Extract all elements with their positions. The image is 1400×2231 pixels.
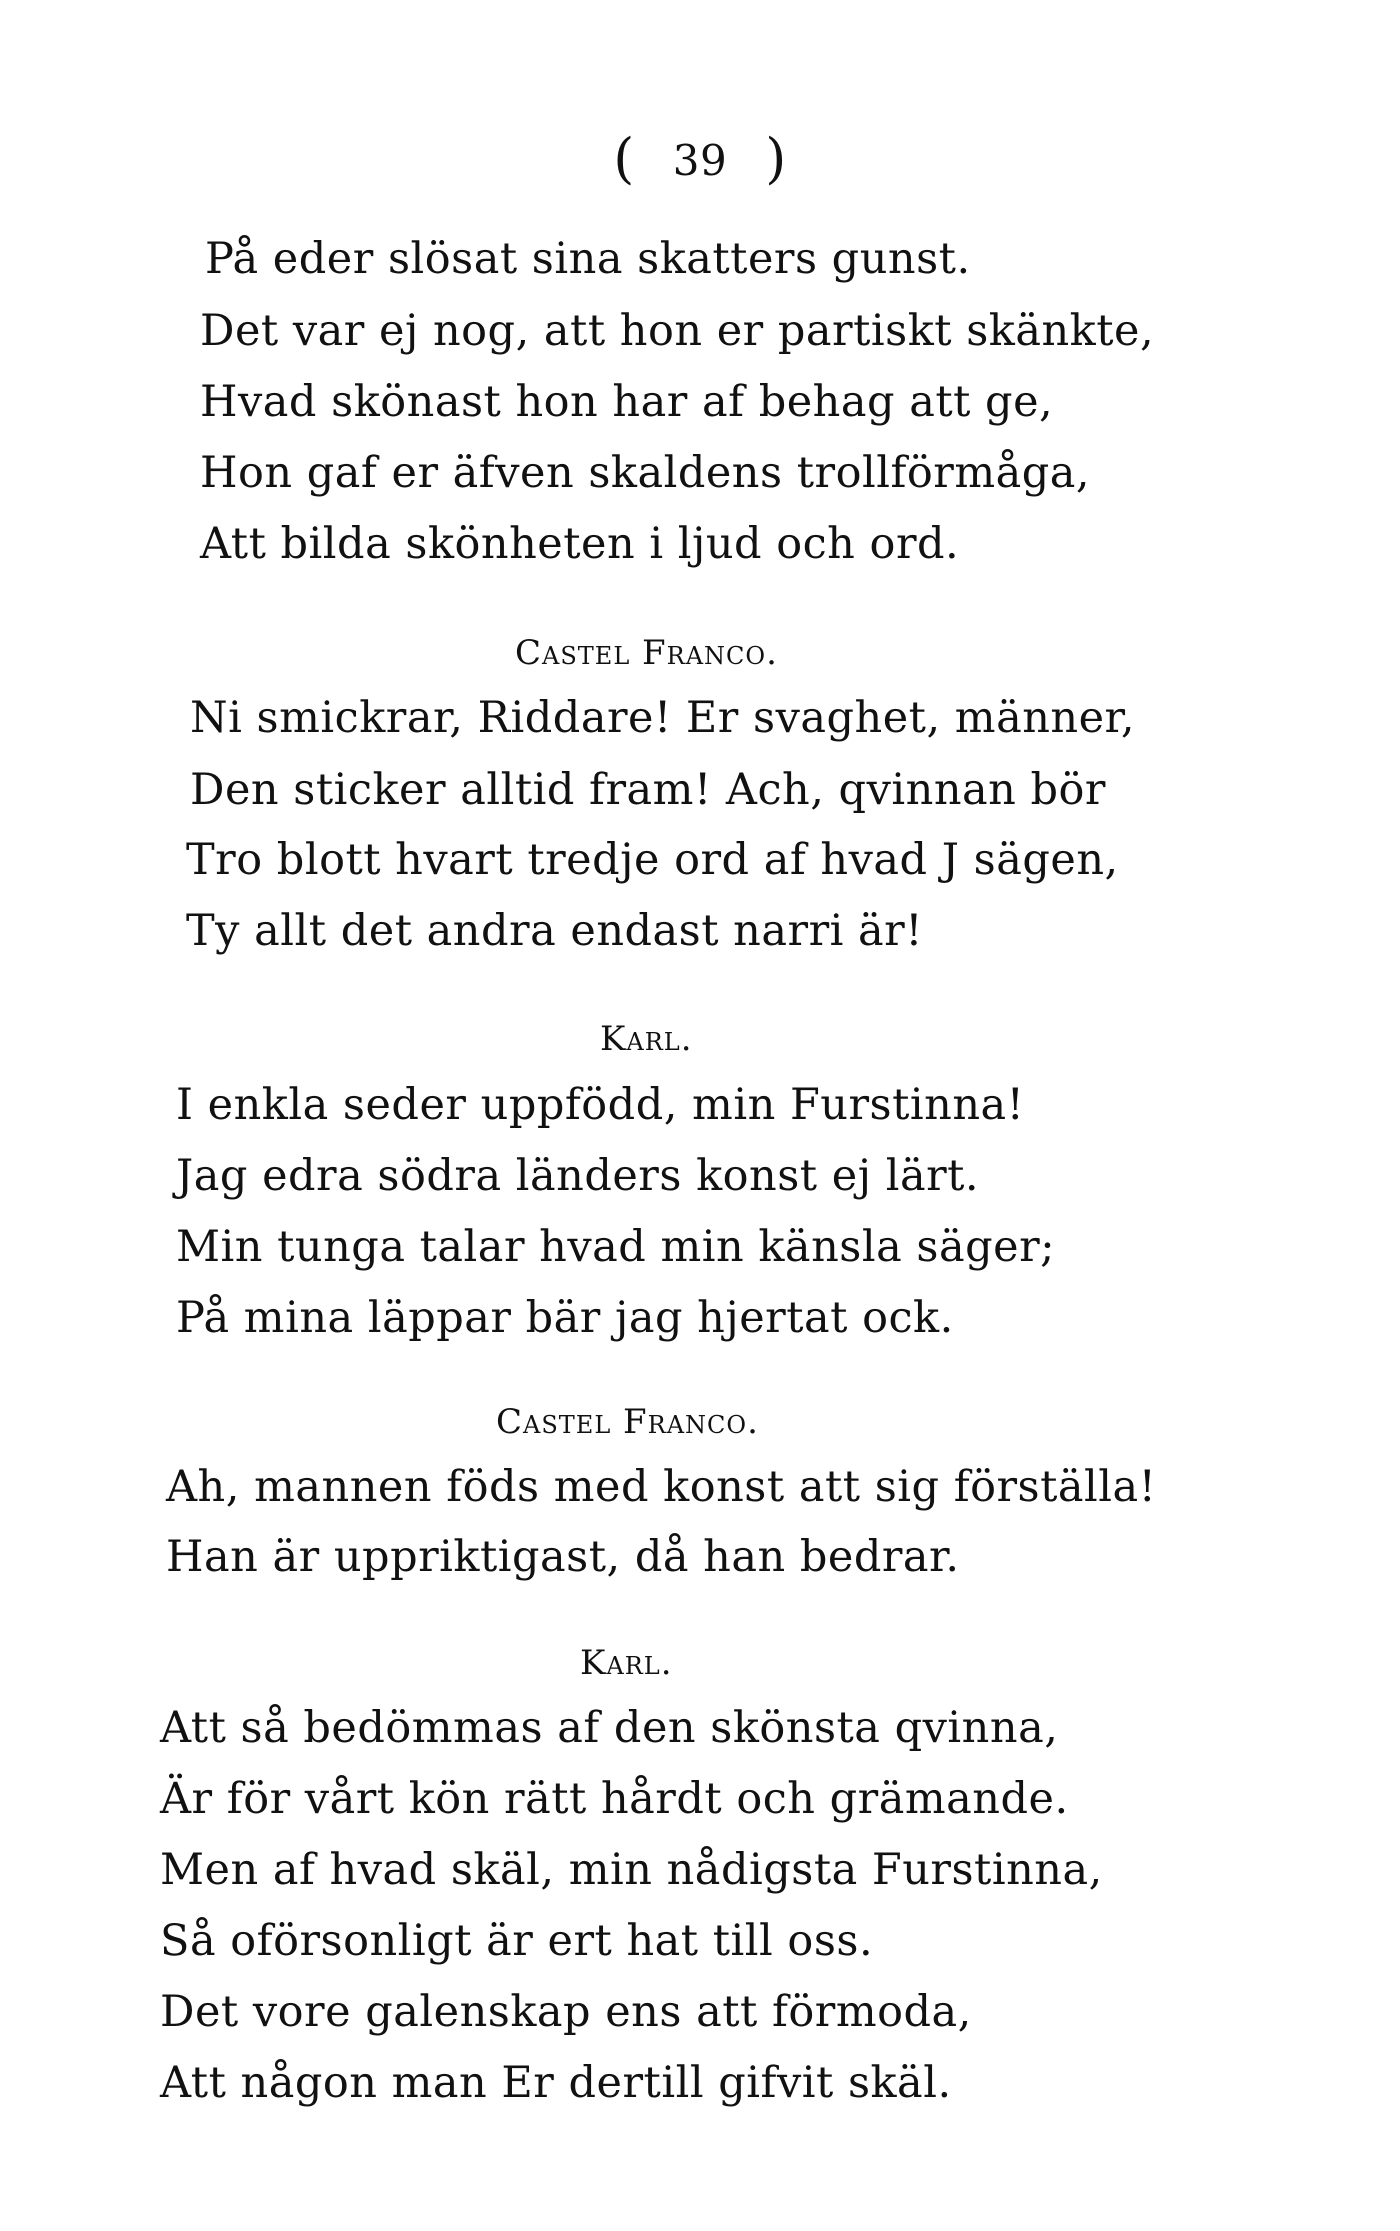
verse-line: Den sticker alltid fram! Ach, qvinnan bör (190, 765, 1106, 815)
verse-line: Jag edra södra länders konst ej lärt. (176, 1151, 980, 1201)
verse-line: På mina läppar bär jag hjertat ock. (176, 1293, 954, 1343)
verse-line: Så oförsonligt är ert hat till oss. (160, 1916, 874, 1966)
page-number-open-paren: ( (613, 127, 635, 190)
verse-line: Men af hvad skäl, min nådigsta Furstinna, (160, 1845, 1103, 1895)
speaker-name: Castel Franco. (496, 1402, 759, 1442)
page-number-close-paren: ) (765, 127, 787, 190)
verse-line: Tro blott hvart tredje ord af hvad J sägen, (186, 835, 1119, 885)
speaker-name: Karl. (600, 1019, 693, 1059)
verse-line: Min tunga talar hvad min känsla säger; (176, 1222, 1056, 1272)
verse-line: I enkla seder uppfödd, min Furstinna! (176, 1080, 1025, 1130)
verse-line: Ty allt det andra endast narri är! (186, 906, 924, 956)
verse-line: Att så bedömmas af den skönsta qvinna, (160, 1703, 1059, 1753)
verse-line: Att någon man Er dertill gifvit skäl. (160, 2058, 952, 2108)
speaker-name: Karl. (580, 1643, 673, 1683)
verse-line: Är för vårt kön rätt hårdt och grämande. (160, 1774, 1069, 1824)
verse-line: Hon gaf er äfven skaldens trollförmåga, (200, 448, 1091, 498)
speaker-name: Castel Franco. (515, 633, 778, 673)
verse-line: På eder slösat sina skatters gunst. (205, 234, 971, 284)
verse-line: Ah, mannen föds med konst att sig förställa! (166, 1462, 1157, 1512)
verse-line: Det vore galenskap ens att förmoda, (160, 1987, 972, 2037)
page-number-value: 39 (672, 136, 728, 185)
verse-line: Han är uppriktigast, då han bedrar. (166, 1532, 960, 1582)
page-number (0, 125, 1400, 188)
verse-line: Det var ej nog, att hon er partiskt skänkte, (200, 306, 1155, 356)
verse-line: Att bilda skönheten i ljud och ord. (200, 519, 960, 569)
verse-line: Hvad skönast hon har af behag att ge, (200, 377, 1054, 427)
verse-line: Ni smickrar, Riddare! Er svaghet, männer, (190, 693, 1136, 743)
